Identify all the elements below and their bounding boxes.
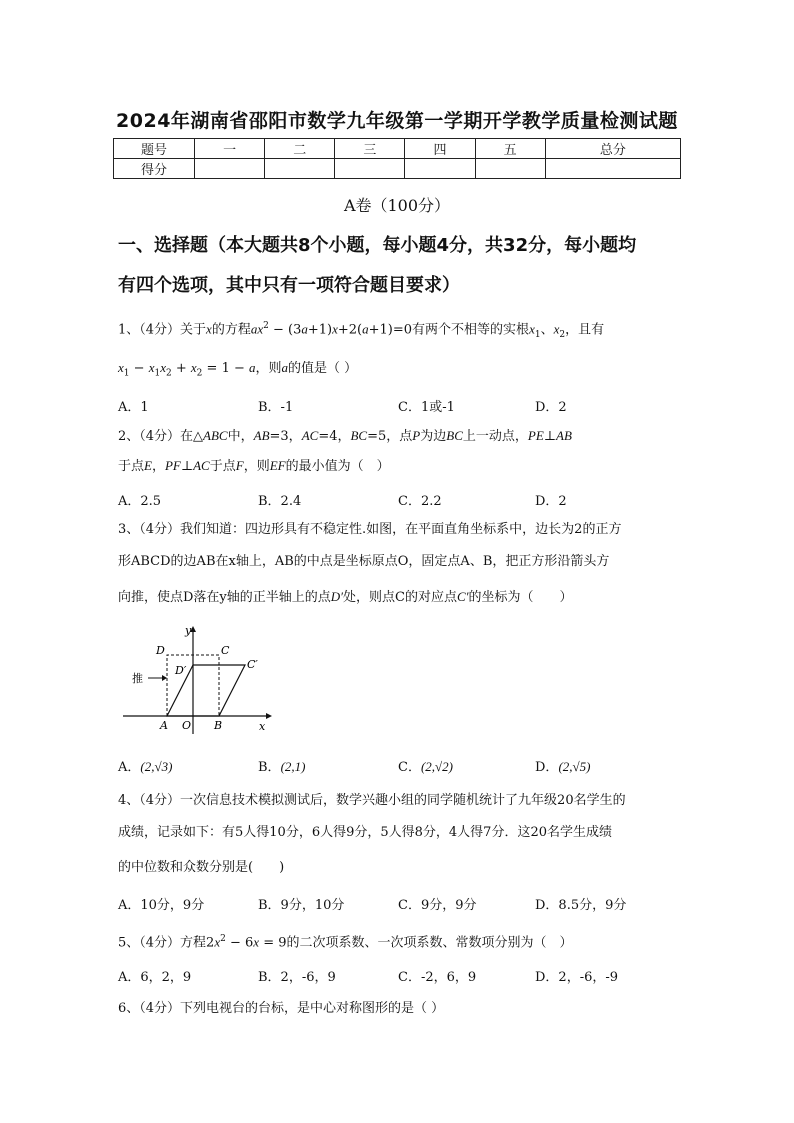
q5-option-d[interactable]: D．2，-6，-9 [535,970,619,985]
q2-option-a[interactable]: A．2.5 [118,494,162,509]
push-arrow-head [162,675,167,681]
q4-line1: 4、（4分）一次信息技术模拟测试后，数学兴趣小组的同学随机统计了九年级20名学生的 [118,793,626,808]
q1-line2: $x_1 - x_1x_2 + x_2 = 1 - a$，则a的值是（ ） [118,360,358,379]
score-cell[interactable] [475,159,545,179]
score-table-header-row [114,139,681,159]
label-a: A [160,719,168,732]
score-table [113,138,681,179]
q4-line3: 的中位数和众数分别是( ) [118,860,285,875]
q3-option-c[interactable]: C．(2,√2) [398,759,453,775]
q1-option-b[interactable]: B．-1 [258,400,294,415]
label-c: C [221,644,230,657]
score-header-cell: 总分 [545,139,680,159]
q2-option-b[interactable]: B．2.4 [258,494,302,509]
q1-line1: 1、（4分）关于x的方程$ax^2 - (3a+1)x+2(a+1)=0$有两个不相等的实根$x_1$、$x_2$，且有 [118,321,605,340]
q1-option-c[interactable]: C．1或-1 [398,400,455,415]
score-cell[interactable] [545,159,680,179]
section-a-heading: A卷（100分） [343,196,451,215]
q4-option-c[interactable]: C．9分，9分 [398,898,477,913]
q5-option-b[interactable]: B．2，-6，9 [258,970,336,985]
score-cell[interactable] [265,159,335,179]
label-d: D [156,644,165,657]
q5-option-a[interactable]: A．6，2，9 [118,970,192,985]
label-o: O [182,719,192,732]
q2-line2: 于点E，PF⊥AC于点F，则EF的最小值为（ ） [118,458,390,474]
score-header-cell: 四 [405,139,475,159]
section1-line1: 一、选择题（本大题共8个小题，每小题4分，共32分，每小题均 [118,235,637,256]
label-x: x [259,720,266,733]
x-axis-arrow [266,713,272,719]
q5-line1: 5、（4分）方程$2x^2 - 6x = 9$的二次项系数、一次项系数、常数项分别为（ ） [118,934,573,951]
section1-line2: 有四个选项，其中只有一项符合题目要求） [118,275,460,296]
q4-line2: 成绩，记录如下：有5人得10分，6人得9分，5人得8分，4人得7分．这20名学生成绩 [118,825,612,840]
score-cell[interactable] [335,159,405,179]
q4-option-a[interactable]: A．10分，9分 [118,898,205,913]
q2-option-d[interactable]: D．2 [535,494,567,509]
score-header-cell: 二 [265,139,335,159]
label-c-prime: C′ [247,658,258,671]
q6-line1: 6、（4分）下列电视台的台标，是中心对称图形的是（ ） [118,1001,445,1016]
q2-option-c[interactable]: C．2.2 [398,494,442,509]
score-row-label: 得分 [114,159,195,179]
q3-line1: 3、（4分）我们知道：四边形具有不稳定性.如图，在平面直角坐标系中，边长为2的正方 [118,522,622,537]
label-d-prime: D′ [175,664,187,677]
q1-option-a[interactable]: A．1 [118,400,149,415]
q4-option-d[interactable]: D．8.5分，9分 [535,898,627,913]
score-header-cell: 五 [475,139,545,159]
q3-option-b[interactable]: B．(2,1) [258,759,306,775]
q3-figure [118,622,278,737]
label-b: B [214,719,223,732]
q4-option-b[interactable]: B．9分，10分 [258,898,345,913]
label-y: y [185,624,192,637]
score-header-cell: 三 [335,139,405,159]
score-header-cell: 一 [195,139,265,159]
q3-option-d[interactable]: D．(2,√5) [535,759,591,775]
q1-option-d[interactable]: D．2 [535,400,567,415]
score-table-score-row [114,159,681,179]
q5-option-c[interactable]: C．-2，6，9 [398,970,477,985]
score-header-cell: 题号 [114,139,195,159]
q2-line1: 2、（4分）在△ABC中，AB=3，AC=4，BC=5，点P为边BC上一动点，PE⊥AB [118,428,572,444]
q3-line3: 向推，使点D落在y轴的正半轴上的点D′处，则点C的对应点C′的坐标为（ ） [118,589,573,605]
push-label: 推 [132,672,143,685]
score-cell[interactable] [405,159,475,179]
q3-line2: 形ABCD的边AB在x轴上，AB的中点是坐标原点O，固定点A、B，把正方形沿箭头方 [118,554,610,569]
exam-title: 2024年湖南省邵阳市数学九年级第一学期开学教学质量检测试题 [116,110,678,132]
score-cell[interactable] [195,159,265,179]
q3-option-a[interactable]: A．(2,√3) [118,759,173,775]
